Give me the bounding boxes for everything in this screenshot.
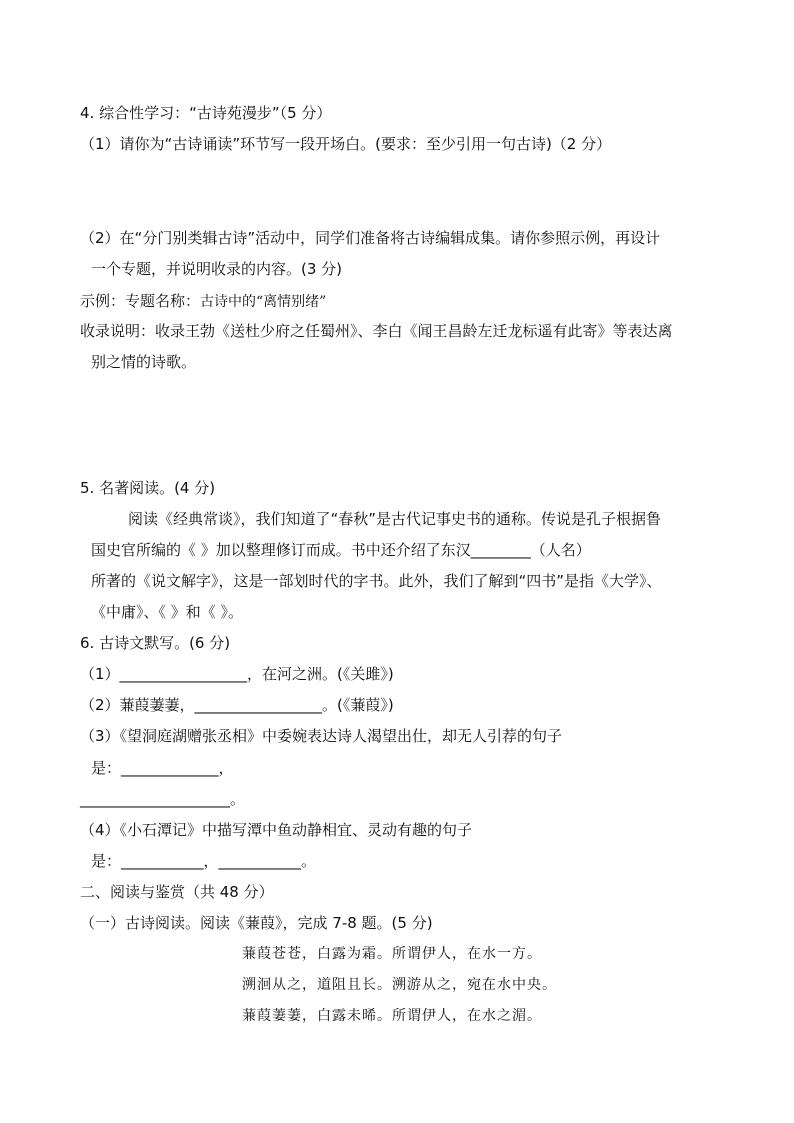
q6-item3-line2: 是：_____________， xyxy=(91,759,234,777)
section2-sub1: （一）古诗阅读。阅读《蒹葭》，完成 7-8 题。(5 分) xyxy=(80,914,433,932)
q6-item1: （1）_________________，在河之洲。(《关雎》) xyxy=(80,665,394,683)
q6-item4-line1: （4）《小石潭记》中描写潭中鱼动静相宜、灵动有趣的句子 xyxy=(80,821,473,839)
q6-item4-line2: 是：___________，___________。 xyxy=(91,852,317,870)
q6-title: 6. 古诗文默写。(6 分) xyxy=(80,634,231,652)
q5-title: 5. 名著阅读。(4 分) xyxy=(80,479,216,497)
q4-part1: （1）请你为“古诗诵读”环节写一段开场白。(要求：至少引用一句古诗)（2 分） xyxy=(80,135,612,153)
q4-part2-line1: （2）在“分门别类辑古诗”活动中，同学们准备将古诗编辑成集。请你参照示例，再设计 xyxy=(80,229,661,247)
q4-part2-line2: 一个专题，并说明收录的内容。(3 分) xyxy=(91,260,343,278)
q6-item3-line3: ____________________。 xyxy=(80,790,246,808)
q5-line3: 所著的《说文解字》，这是一部划时代的字书。此外，我们了解到“四书”是指《大学》、 xyxy=(91,572,662,590)
q4-example xyxy=(80,291,326,312)
q4-title: 4. 综合性学习：“古诗苑漫步”（5 分） xyxy=(80,104,332,122)
section2-title: 二、阅读与鉴赏（共 48 分） xyxy=(80,883,274,901)
q5-line1: 阅读《经典常谈》，我们知道了“春秋”是古代记事史书的通称。传说是孔子根据鲁 xyxy=(128,510,662,528)
q5-line4: 《中庸》、《 》和《 》。 xyxy=(91,603,244,621)
q4-record-line2: 别之情的诗歌。 xyxy=(91,353,197,371)
poem-line-3: 蒹葭萋萋，白露未晞。所谓伊人，在水之湄。 xyxy=(242,1008,542,1024)
q6-item2: （2）蒹葭萋萋，_________________。(《蒹葭》) xyxy=(80,696,394,714)
q6-item3-line1: （3）《望洞庭湖赠张丞相》中委婉表达诗人渴望出仕，却无人引荐的句子 xyxy=(80,727,563,745)
q5-line2: 国史官所编的《 》加以整理修订而成。书中还介绍了东汉________（人名） xyxy=(91,541,591,559)
poem-line-2: 溯洄从之，道阻且长。溯游从之，宛在水中央。 xyxy=(242,977,557,993)
q4-record-line1: 收录说明：收录王勃《送杜少府之任蜀州》、李白《闻王昌龄左迁龙标遥有此寄》等表达离 xyxy=(80,322,673,340)
poem-line-1: 蒹葭苍苍，白露为霜。所谓伊人，在水一方。 xyxy=(242,946,542,962)
example-label: 示例：专题名称： xyxy=(80,292,201,310)
example-value: 古诗中的“离情别绪” xyxy=(200,294,327,310)
